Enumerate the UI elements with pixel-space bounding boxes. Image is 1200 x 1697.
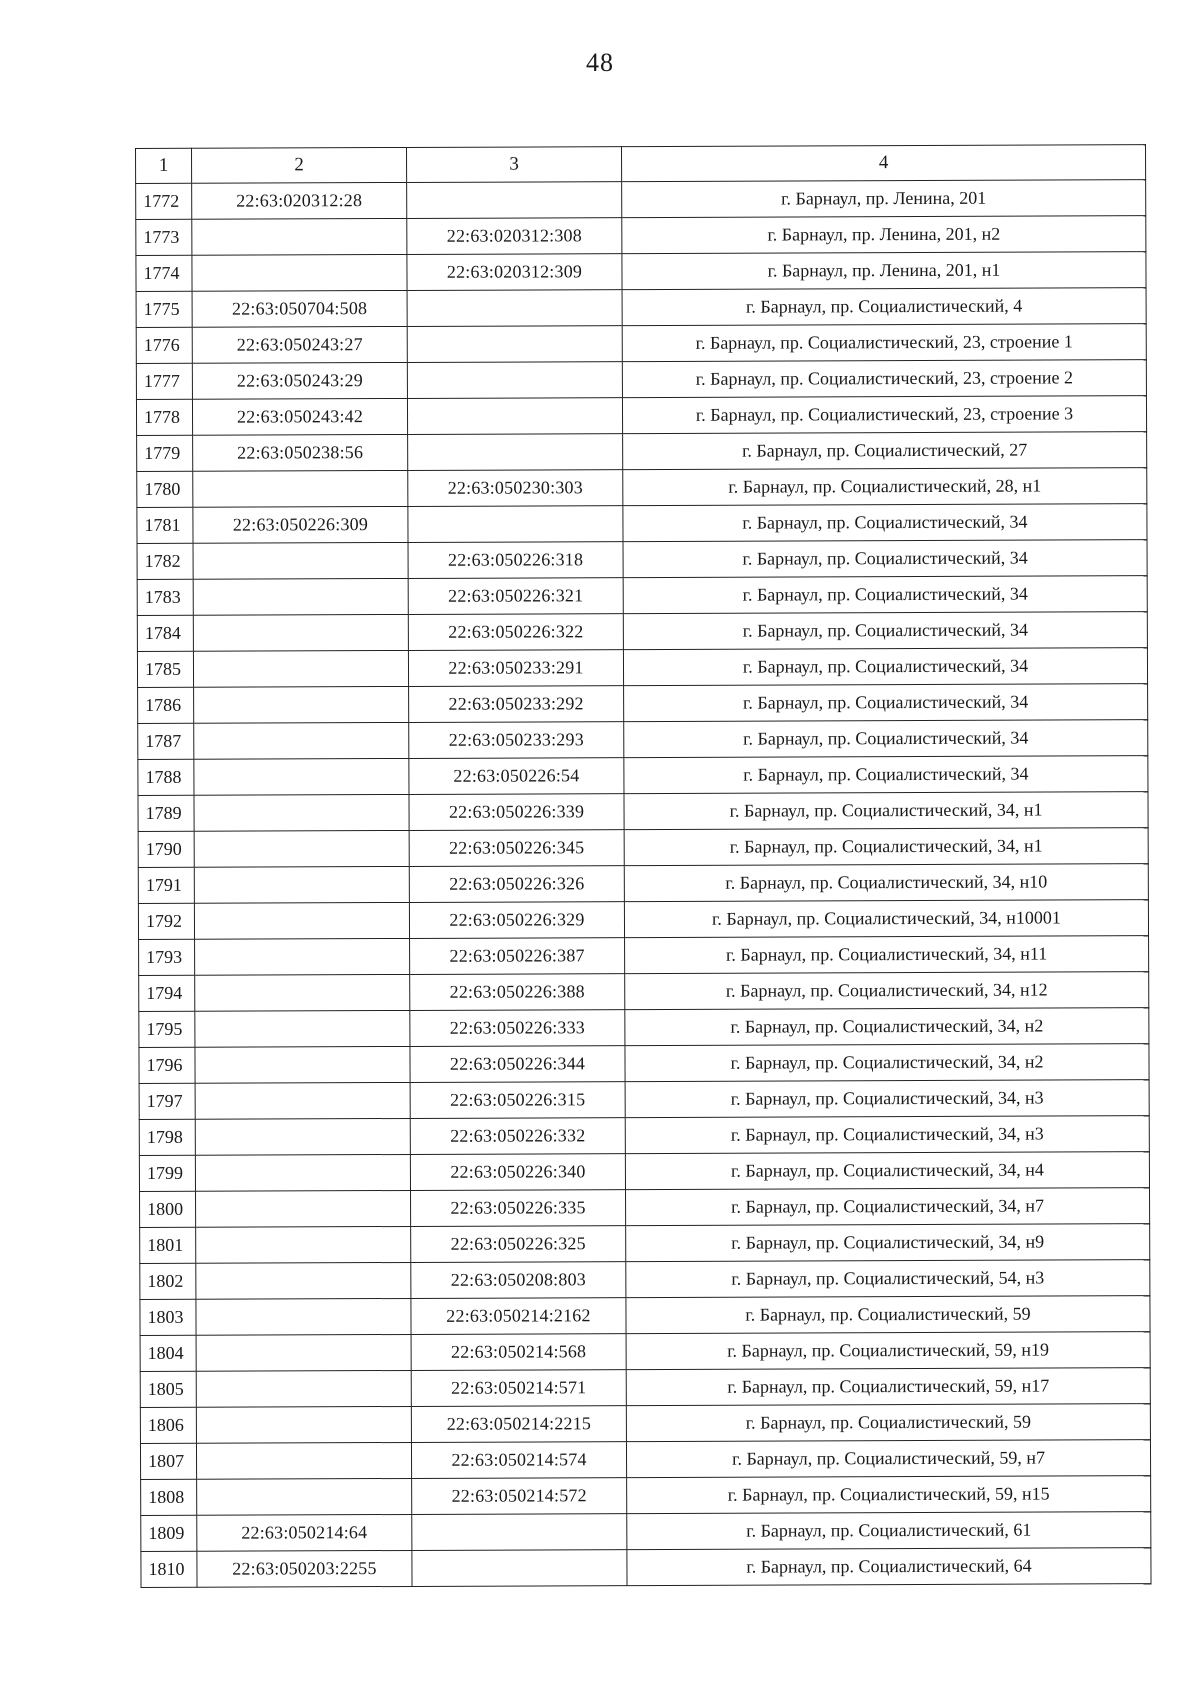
land-cadastral-cell: [196, 1298, 411, 1335]
land-cadastral-cell: [193, 650, 408, 687]
table-row: [136, 360, 1146, 400]
address-cell: г. Барнаул, пр. Социалистический, 54, н3: [626, 1260, 1150, 1298]
row-number-cell: 1773: [136, 219, 192, 255]
table-row: [139, 1044, 1149, 1084]
page-number: 48: [586, 48, 614, 77]
land-cadastral-cell: 22:63:050243:42: [192, 398, 407, 435]
row-number-cell: 1776: [136, 327, 192, 363]
building-cadastral-cell: 22:63:050208:803: [411, 1262, 626, 1299]
address-cell: г. Барнаул, пр. Социалистический, 34, н7: [626, 1188, 1150, 1226]
row-number-cell: 1801: [140, 1227, 196, 1263]
address-cell: г. Барнаул, пр. Ленина, 201: [622, 180, 1146, 218]
land-cadastral-cell: [195, 1154, 410, 1191]
address-cell: г. Барнаул, пр. Социалистический, 59: [626, 1296, 1150, 1334]
land-cadastral-cell: 22:63:050238:56: [193, 434, 408, 471]
address-cell: г. Барнаул, пр. Социалистический, 34: [623, 540, 1147, 578]
building-cadastral-cell: 22:63:050233:291: [408, 650, 623, 687]
land-cadastral-cell: [196, 1406, 411, 1443]
address-cell: г. Барнаул, пр. Социалистический, 23, строение 3: [622, 396, 1146, 434]
building-cadastral-cell: 22:63:050214:571: [411, 1370, 626, 1407]
land-cadastral-cell: [192, 218, 407, 255]
header-col-3: 3: [406, 147, 621, 183]
building-cadastral-cell: 22:63:050226:322: [408, 614, 623, 651]
header-col-4: 4: [621, 145, 1145, 182]
table-row: [136, 396, 1146, 436]
address-cell: г. Барнаул, пр. Социалистический, 34, н2: [625, 1008, 1149, 1046]
table-row: [136, 180, 1146, 220]
address-cell: г. Барнаул, пр. Социалистический, 34, н3: [625, 1080, 1149, 1118]
building-cadastral-cell: 22:63:050226:387: [410, 938, 625, 975]
land-cadastral-cell: [195, 938, 410, 975]
table-row: [141, 1512, 1151, 1552]
row-number-cell: 1790: [138, 831, 194, 867]
address-cell: г. Барнаул, пр. Социалистический, 27: [623, 432, 1147, 470]
row-number-cell: 1810: [141, 1551, 197, 1587]
table-body: [136, 180, 1151, 1588]
building-cadastral-cell: 22:63:050226:325: [411, 1226, 626, 1263]
row-number-cell: 1807: [140, 1443, 196, 1479]
land-cadastral-cell: [193, 578, 408, 615]
table-row: [140, 1296, 1150, 1336]
address-cell: г. Барнаул, пр. Социалистический, 34: [623, 576, 1147, 614]
land-cadastral-cell: [196, 1370, 411, 1407]
land-cadastral-cell: [194, 722, 409, 759]
row-number-cell: 1784: [137, 615, 193, 651]
land-cadastral-cell: [193, 542, 408, 579]
land-cadastral-cell: [194, 902, 409, 939]
address-cell: г. Барнаул, пр. Социалистический, 59, н17: [626, 1368, 1150, 1406]
table-row: [136, 252, 1146, 292]
address-cell: г. Барнаул, пр. Социалистический, 34, н12: [625, 972, 1149, 1010]
row-number-cell: 1805: [140, 1371, 196, 1407]
building-cadastral-cell: 22:63:050226:315: [410, 1082, 625, 1119]
building-cadastral-cell: 22:63:050214:2215: [411, 1406, 626, 1443]
building-cadastral-cell: [412, 1514, 627, 1551]
land-cadastral-cell: [192, 254, 407, 291]
table-row: [137, 612, 1147, 652]
address-cell: г. Барнаул, пр. Социалистический, 34: [623, 504, 1147, 542]
address-cell: г. Барнаул, пр. Ленина, 201, н2: [622, 216, 1146, 254]
address-cell: г. Барнаул, пр. Социалистический, 34, н1: [624, 828, 1148, 866]
row-number-cell: 1779: [137, 435, 193, 471]
address-cell: г. Барнаул, пр. Социалистический, 34, н11: [625, 936, 1149, 974]
row-number-cell: 1803: [140, 1299, 196, 1335]
table-row: [140, 1404, 1150, 1444]
table-row: [139, 1116, 1149, 1156]
row-number-cell: 1802: [140, 1263, 196, 1299]
land-cadastral-cell: 22:63:050704:508: [192, 290, 407, 327]
address-cell: г. Барнаул, пр. Социалистический, 23, строение 2: [622, 360, 1146, 398]
building-cadastral-cell: 22:63:050214:2162: [411, 1298, 626, 1335]
table-row: [136, 324, 1146, 364]
address-cell: г. Барнаул, пр. Социалистический, 34, н2: [625, 1044, 1149, 1082]
building-cadastral-cell: 22:63:020312:308: [407, 218, 622, 255]
land-cadastral-cell: 22:63:050243:29: [192, 362, 407, 399]
row-number-cell: 1798: [139, 1119, 195, 1155]
row-number-cell: 1799: [139, 1155, 195, 1191]
building-cadastral-cell: 22:63:050226:340: [410, 1154, 625, 1191]
land-cadastral-cell: [193, 470, 408, 507]
address-cell: г. Барнаул, пр. Социалистический, 59, н15: [627, 1476, 1151, 1514]
land-cadastral-cell: [194, 686, 409, 723]
address-cell: г. Барнаул, пр. Ленина, 201, н1: [622, 252, 1146, 290]
table-row: [141, 1548, 1151, 1588]
row-number-cell: 1788: [138, 759, 194, 795]
land-cadastral-cell: [196, 1226, 411, 1263]
building-cadastral-cell: 22:63:050226:345: [409, 830, 624, 867]
row-number-cell: 1793: [139, 939, 195, 975]
land-cadastral-cell: [195, 1046, 410, 1083]
table-row: [139, 972, 1149, 1012]
table-row: [136, 216, 1146, 256]
address-cell: г. Барнаул, пр. Социалистический, 59, н7: [626, 1440, 1150, 1478]
table-row: [140, 1332, 1150, 1372]
building-cadastral-cell: 22:63:050226:388: [410, 974, 625, 1011]
building-cadastral-cell: [407, 290, 622, 327]
row-number-cell: 1804: [140, 1335, 196, 1371]
building-cadastral-cell: 22:63:050214:572: [412, 1478, 627, 1515]
row-number-cell: 1787: [138, 723, 194, 759]
address-cell: г. Барнаул, пр. Социалистический, 34, н3: [625, 1116, 1149, 1154]
table-row: [137, 540, 1147, 580]
row-number-cell: 1792: [138, 903, 194, 939]
address-cell: г. Барнаул, пр. Социалистический, 64: [627, 1548, 1151, 1586]
property-register-table: [135, 144, 1152, 1588]
row-number-cell: 1783: [137, 579, 193, 615]
table-row: [137, 432, 1147, 472]
row-number-cell: 1782: [137, 543, 193, 579]
address-cell: г. Барнаул, пр. Социалистический, 34, н10001: [624, 900, 1148, 938]
row-number-cell: 1791: [138, 867, 194, 903]
row-number-cell: 1806: [140, 1407, 196, 1443]
table-row: [138, 864, 1148, 904]
building-cadastral-cell: [407, 182, 622, 219]
row-number-cell: 1785: [137, 651, 193, 687]
header-row: [136, 145, 1146, 184]
building-cadastral-cell: 22:63:050226:329: [409, 902, 624, 939]
address-cell: г. Барнаул, пр. Социалистический, 34: [624, 720, 1148, 758]
table-row: [138, 792, 1148, 832]
land-cadastral-cell: 22:63:050214:64: [197, 1514, 412, 1551]
building-cadastral-cell: 22:63:050226:339: [409, 794, 624, 831]
building-cadastral-cell: 22:63:020312:309: [407, 254, 622, 291]
table-row: [137, 576, 1147, 616]
row-number-cell: 1795: [139, 1011, 195, 1047]
land-cadastral-cell: [194, 866, 409, 903]
row-number-cell: 1786: [138, 687, 194, 723]
address-cell: г. Барнаул, пр. Социалистический, 59, н19: [626, 1332, 1150, 1370]
building-cadastral-cell: [408, 506, 623, 543]
address-cell: г. Барнаул, пр. Социалистический, 34, н9: [626, 1224, 1150, 1262]
building-cadastral-cell: 22:63:050214:568: [411, 1334, 626, 1371]
row-number-cell: 1781: [137, 507, 193, 543]
building-cadastral-cell: 22:63:050226:54: [409, 758, 624, 795]
row-number-cell: 1797: [139, 1083, 195, 1119]
building-cadastral-cell: 22:63:050226:318: [408, 542, 623, 579]
address-cell: г. Барнаул, пр. Социалистический, 59: [626, 1404, 1150, 1442]
row-number-cell: 1789: [138, 795, 194, 831]
land-cadastral-cell: [197, 1478, 412, 1515]
land-cadastral-cell: [194, 794, 409, 831]
header-col-2: 2: [192, 147, 407, 183]
address-cell: г. Барнаул, пр. Социалистический, 61: [627, 1512, 1151, 1550]
address-cell: г. Барнаул, пр. Социалистический, 34, н10: [624, 864, 1148, 902]
building-cadastral-cell: 22:63:050233:292: [409, 686, 624, 723]
address-cell: г. Барнаул, пр. Социалистический, 4: [622, 288, 1146, 326]
building-cadastral-cell: 22:63:050226:344: [410, 1046, 625, 1083]
row-number-cell: 1796: [139, 1047, 195, 1083]
row-number-cell: 1778: [136, 399, 192, 435]
row-number-cell: 1774: [136, 255, 192, 291]
header-col-1: 1: [136, 148, 192, 183]
table-row: [138, 900, 1148, 940]
building-cadastral-cell: [407, 362, 622, 399]
table-row: [138, 684, 1148, 724]
row-number-cell: 1809: [141, 1515, 197, 1551]
land-cadastral-cell: 22:63:020312:28: [192, 182, 407, 219]
address-cell: г. Барнаул, пр. Социалистический, 23, строение 1: [622, 324, 1146, 362]
building-cadastral-cell: 22:63:050226:321: [408, 578, 623, 615]
table-row: [139, 1080, 1149, 1120]
building-cadastral-cell: 22:63:050214:574: [411, 1442, 626, 1479]
row-number-cell: 1777: [136, 363, 192, 399]
row-number-cell: 1775: [136, 291, 192, 327]
address-cell: г. Барнаул, пр. Социалистический, 34: [623, 648, 1147, 686]
land-cadastral-cell: [194, 830, 409, 867]
land-cadastral-cell: [196, 1262, 411, 1299]
land-cadastral-cell: [195, 1118, 410, 1155]
building-cadastral-cell: 22:63:050226:333: [410, 1010, 625, 1047]
table-row: [137, 648, 1147, 688]
table-row: [138, 720, 1148, 760]
address-cell: г. Барнаул, пр. Социалистический, 34, н4: [625, 1152, 1149, 1190]
row-number-cell: 1780: [137, 471, 193, 507]
building-cadastral-cell: 22:63:050233:293: [409, 722, 624, 759]
land-cadastral-cell: [195, 974, 410, 1011]
table-row: [137, 468, 1147, 508]
row-number-cell: 1794: [139, 975, 195, 1011]
address-cell: г. Барнаул, пр. Социалистический, 34: [624, 684, 1148, 722]
table-row: [139, 1152, 1149, 1192]
address-cell: г. Барнаул, пр. Социалистический, 34: [623, 612, 1147, 650]
land-cadastral-cell: [195, 1082, 410, 1119]
building-cadastral-cell: [407, 398, 622, 435]
table-row: [140, 1368, 1150, 1408]
table-row: [139, 936, 1149, 976]
building-cadastral-cell: [412, 1550, 627, 1587]
table-row: [137, 504, 1147, 544]
table-row: [139, 1008, 1149, 1048]
row-number-cell: 1772: [136, 183, 192, 219]
land-cadastral-cell: [194, 758, 409, 795]
building-cadastral-cell: 22:63:050230:303: [408, 470, 623, 507]
building-cadastral-cell: [407, 326, 622, 363]
land-cadastral-cell: [196, 1334, 411, 1371]
table-row: [140, 1260, 1150, 1300]
land-cadastral-cell: [196, 1442, 411, 1479]
land-cadastral-cell: [195, 1010, 410, 1047]
table-row: [140, 1188, 1150, 1228]
building-cadastral-cell: 22:63:050226:326: [409, 866, 624, 903]
land-cadastral-cell: [193, 614, 408, 651]
table-row: [136, 288, 1146, 328]
building-cadastral-cell: 22:63:050226:335: [411, 1190, 626, 1227]
table-row: [140, 1224, 1150, 1264]
land-cadastral-cell: 22:63:050203:2255: [197, 1550, 412, 1587]
row-number-cell: 1808: [141, 1479, 197, 1515]
address-cell: г. Барнаул, пр. Социалистический, 28, н1: [623, 468, 1147, 506]
land-cadastral-cell: 22:63:050243:27: [192, 326, 407, 363]
table-row: [138, 756, 1148, 796]
table-row: [138, 828, 1148, 868]
building-cadastral-cell: 22:63:050226:332: [410, 1118, 625, 1155]
land-cadastral-cell: 22:63:050226:309: [193, 506, 408, 543]
row-number-cell: 1800: [140, 1191, 196, 1227]
table-row: [140, 1440, 1150, 1480]
address-cell: г. Барнаул, пр. Социалистический, 34: [624, 756, 1148, 794]
building-cadastral-cell: [408, 434, 623, 471]
table-row: [141, 1476, 1151, 1516]
land-cadastral-cell: [196, 1190, 411, 1227]
address-cell: г. Барнаул, пр. Социалистический, 34, н1: [624, 792, 1148, 830]
